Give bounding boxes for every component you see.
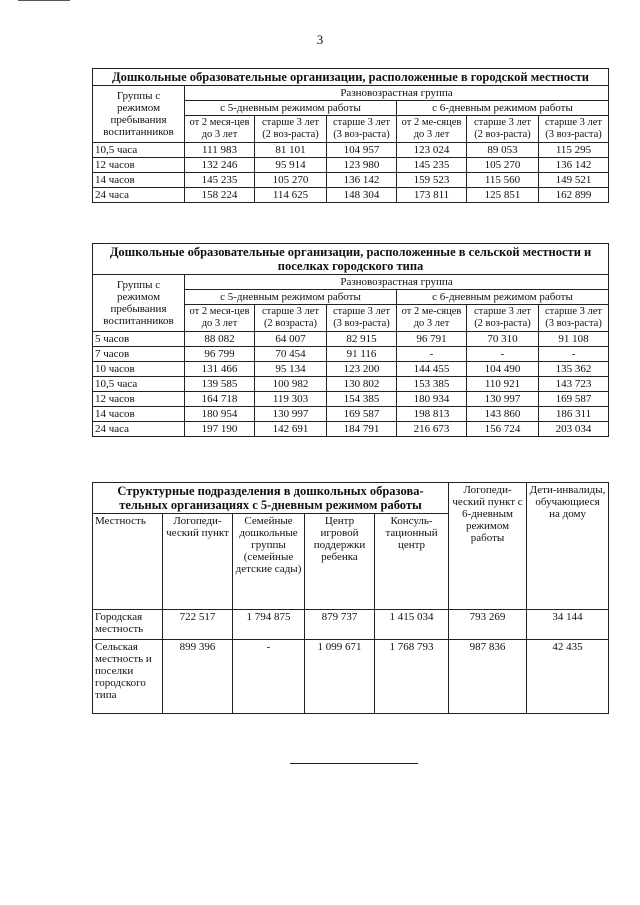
subheader: старше 3 лет (3 воз-раста) (327, 116, 397, 143)
cell: 159 523 (397, 173, 467, 188)
cell: - (539, 347, 609, 362)
row-label: 10,5 часа (93, 377, 185, 392)
subheader: от 2 ме-сяцев до 3 лет (397, 305, 467, 332)
cell: 899 396 (163, 640, 233, 714)
row-label: 10 часов (93, 362, 185, 377)
subheader: старше 3 лет (2 воз-раста) (467, 305, 539, 332)
cell: 164 718 (185, 392, 255, 407)
top-rule (18, 0, 70, 1)
cell: 123 200 (327, 362, 397, 377)
cell: 173 811 (397, 188, 467, 203)
cell: 793 269 (449, 610, 527, 640)
row-label: Сельская местность и поселки городского типа (93, 640, 163, 714)
cell: 184 791 (327, 422, 397, 437)
cell: 125 851 (467, 188, 539, 203)
cell: 186 311 (539, 407, 609, 422)
cell: 169 587 (539, 392, 609, 407)
cell: 95 914 (255, 158, 327, 173)
mode6-header: с 6-дневным режимом работы (397, 290, 609, 305)
cell: 115 560 (467, 173, 539, 188)
row-label: 24 часа (93, 188, 185, 203)
cell: 143 723 (539, 377, 609, 392)
cell: - (397, 347, 467, 362)
cell: 1 768 793 (375, 640, 449, 714)
col-logoped: Логопеди-ческий пункт (163, 514, 233, 610)
cell: 180 954 (185, 407, 255, 422)
table-title: Структурные подразделения в дошкольных образова-тельных организациях с 5-дневным режимом работы (93, 483, 449, 514)
row-label: Городская местность (93, 610, 163, 640)
cell: 70 454 (255, 347, 327, 362)
cell: 145 235 (185, 173, 255, 188)
row-label: 10,5 часа (93, 143, 185, 158)
cell: 153 385 (397, 377, 467, 392)
table-row (93, 188, 609, 203)
table-row (93, 347, 609, 362)
cell: 216 673 (397, 422, 467, 437)
cell: 96 791 (397, 332, 467, 347)
col-center: Центр игровой поддержки ребенка (305, 514, 375, 610)
cell: 105 270 (467, 158, 539, 173)
row-label: 12 часов (93, 392, 185, 407)
row-label: 7 часов (93, 347, 185, 362)
cell: 130 997 (255, 407, 327, 422)
cell: - (467, 347, 539, 362)
table-row (93, 158, 609, 173)
cell: 123 024 (397, 143, 467, 158)
structural-units-table (92, 482, 609, 714)
table-title: Дошкольные образовательные организации, расположенные в сельской местности и поселках городского типа (93, 244, 609, 275)
end-separator-line (290, 763, 418, 764)
cell: 130 997 (467, 392, 539, 407)
cell: 132 246 (185, 158, 255, 173)
col-place: Местность (93, 514, 163, 610)
cell: 110 921 (467, 377, 539, 392)
cell: 136 142 (539, 158, 609, 173)
subheader: старше 3 лет (3 воз-раста) (327, 305, 397, 332)
col-logoped6: Логопеди-ческий пункт с 6-дневным режимом работы (449, 483, 527, 610)
cell: - (233, 640, 305, 714)
row-label: 24 часа (93, 422, 185, 437)
age-group-header: Разновозрастная группа (185, 275, 609, 290)
cell: 96 799 (185, 347, 255, 362)
group-header: Группы с режимом пребывания воспитанников (93, 275, 185, 332)
table-row (93, 407, 609, 422)
cell: 82 915 (327, 332, 397, 347)
cell: 95 134 (255, 362, 327, 377)
cell: 156 724 (467, 422, 539, 437)
subheader: от 2 меся-цев до 3 лет (185, 305, 255, 332)
subheader: старше 3 лет (3 воз-раста) (539, 305, 609, 332)
cell: 64 007 (255, 332, 327, 347)
row-label: 14 часов (93, 407, 185, 422)
rural-organizations-table (92, 243, 609, 437)
table-row (93, 422, 609, 437)
cell: 123 980 (327, 158, 397, 173)
cell: 154 385 (327, 392, 397, 407)
cell: 142 691 (255, 422, 327, 437)
table-row (93, 640, 609, 714)
cell: 131 466 (185, 362, 255, 377)
col-family: Семейные дошкольные группы (семейные детские сады) (233, 514, 305, 610)
cell: 81 101 (255, 143, 327, 158)
table-row (93, 362, 609, 377)
subheader: старше 3 лет (3 воз-раста) (539, 116, 609, 143)
cell: 119 303 (255, 392, 327, 407)
cell: 136 142 (327, 173, 397, 188)
cell: 1 415 034 (375, 610, 449, 640)
cell: 145 235 (397, 158, 467, 173)
cell: 105 270 (255, 173, 327, 188)
subheader: старше 3 лет (2 возраста) (255, 305, 327, 332)
subheader: от 2 ме-сяцев до 3 лет (397, 116, 467, 143)
cell: 130 802 (327, 377, 397, 392)
cell: 722 517 (163, 610, 233, 640)
subheader: старше 3 лет (2 воз-раста) (467, 116, 539, 143)
row-label: 5 часов (93, 332, 185, 347)
cell: 1 794 875 (233, 610, 305, 640)
table-title: Дошкольные образовательные организации, расположенные в городской местности (93, 69, 609, 86)
table-row (93, 377, 609, 392)
table-row (93, 610, 609, 640)
cell: 180 934 (397, 392, 467, 407)
cell: 139 585 (185, 377, 255, 392)
table-row (93, 173, 609, 188)
cell: 987 836 (449, 640, 527, 714)
cell: 143 860 (467, 407, 539, 422)
cell: 91 116 (327, 347, 397, 362)
urban-organizations-table (92, 68, 609, 203)
cell: 88 082 (185, 332, 255, 347)
row-label: 14 часов (93, 173, 185, 188)
cell: 111 983 (185, 143, 255, 158)
cell: 144 455 (397, 362, 467, 377)
cell: 100 982 (255, 377, 327, 392)
subheader: старше 3 лет (2 воз-раста) (255, 116, 327, 143)
cell: 158 224 (185, 188, 255, 203)
cell: 149 521 (539, 173, 609, 188)
cell: 162 899 (539, 188, 609, 203)
cell: 89 053 (467, 143, 539, 158)
table-row (93, 332, 609, 347)
cell: 115 295 (539, 143, 609, 158)
cell: 148 304 (327, 188, 397, 203)
age-group-header: Разновозрастная группа (185, 86, 609, 101)
cell: 91 108 (539, 332, 609, 347)
page-number: 3 (316, 32, 324, 47)
table-row (93, 143, 609, 158)
cell: 104 490 (467, 362, 539, 377)
row-label: 12 часов (93, 158, 185, 173)
mode5-header: с 5-дневным режимом работы (185, 290, 397, 305)
table-row (93, 392, 609, 407)
cell: 42 435 (527, 640, 609, 714)
cell: 197 190 (185, 422, 255, 437)
col-consult: Консуль-тационный центр (375, 514, 449, 610)
cell: 104 957 (327, 143, 397, 158)
cell: 198 813 (397, 407, 467, 422)
cell: 203 034 (539, 422, 609, 437)
cell: 879 737 (305, 610, 375, 640)
cell: 1 099 671 (305, 640, 375, 714)
group-header: Группы с режимом пребывания воспитанников (93, 86, 185, 143)
cell: 34 144 (527, 610, 609, 640)
col-invalid: Дети-инвалиды, обучающиеся на дому (527, 483, 609, 610)
mode6-header: с 6-дневным режимом работы (397, 101, 609, 116)
cell: 114 625 (255, 188, 327, 203)
subheader: от 2 меся-цев до 3 лет (185, 116, 255, 143)
cell: 169 587 (327, 407, 397, 422)
cell: 70 310 (467, 332, 539, 347)
mode5-header: с 5-дневным режимом работы (185, 101, 397, 116)
cell: 135 362 (539, 362, 609, 377)
